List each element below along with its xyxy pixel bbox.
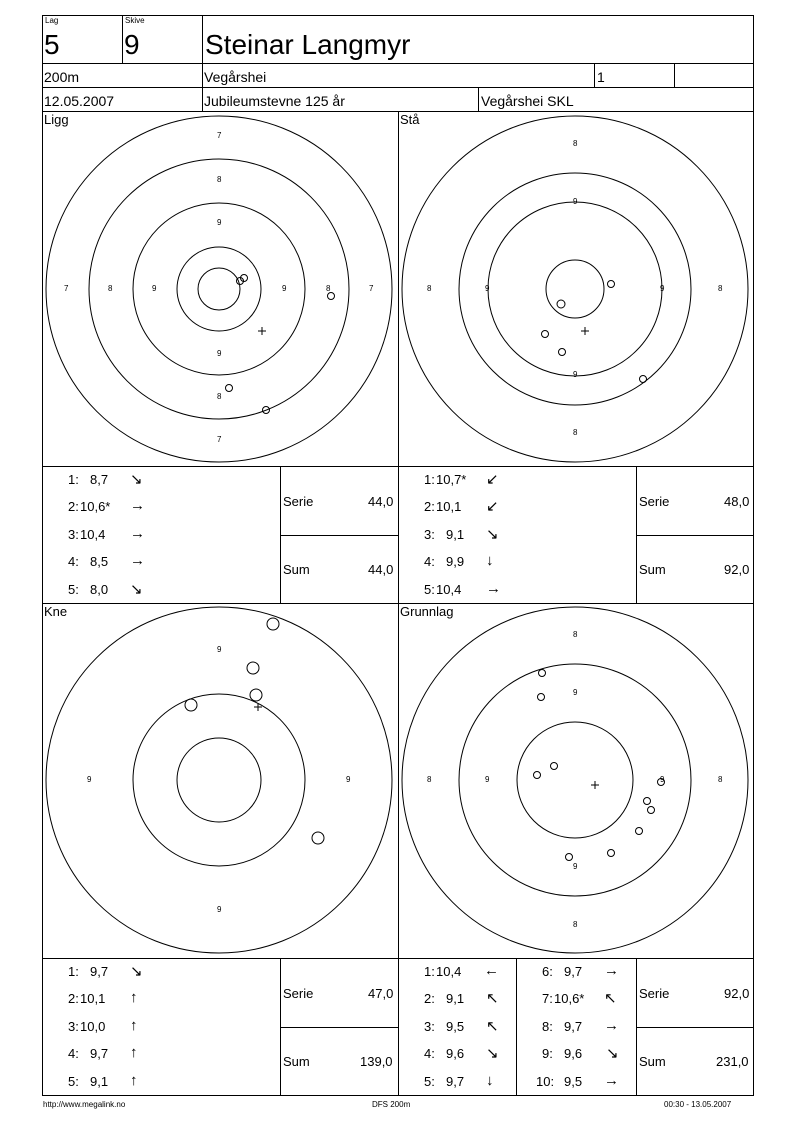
center-mark [581, 327, 589, 335]
shot-number: 1: [68, 964, 79, 979]
ring-label: 8 [573, 139, 578, 148]
shot-number: 2: [424, 499, 435, 514]
shot-mark [648, 807, 655, 814]
ring-label: 8 [326, 284, 331, 293]
date: 12.05.2007 [44, 93, 115, 109]
serie-value: 44,0 [368, 494, 394, 509]
shot-number: 3: [68, 527, 79, 542]
ring-label: 9 [573, 197, 578, 206]
shot-number: 5: [424, 582, 435, 597]
ring-label: 9 [573, 370, 578, 379]
ring-label: 8 [427, 775, 432, 784]
footer-url[interactable]: http://www.megalink.no [43, 1100, 126, 1109]
target-kne [46, 607, 392, 953]
shot-value: 10,4 [80, 527, 106, 542]
ring-label: 7 [217, 435, 222, 444]
ring-label: 8 [573, 920, 578, 929]
ring-label: 8 [573, 630, 578, 639]
direction-arrow-icon: → [130, 497, 145, 514]
serie-label: Serie [639, 494, 670, 509]
footer-timestamp: 00:30 - 13.05.2007 [664, 1100, 732, 1109]
shot-mark [608, 850, 615, 857]
distance: 200m [44, 69, 80, 85]
direction-arrow-icon: → [604, 1017, 619, 1034]
shot-number: 3: [68, 1019, 79, 1034]
ring-label: 8 [108, 284, 113, 293]
direction-arrow-icon: ↑ [130, 989, 138, 1006]
shot-mark [250, 689, 262, 701]
ring-label: 9 [660, 284, 665, 293]
shot-value: 9,7 [564, 964, 583, 979]
shot-number: 6: [542, 964, 553, 979]
direction-arrow-icon: ↘ [606, 1045, 619, 1062]
direction-arrow-icon: ↓ [486, 1072, 494, 1089]
direction-arrow-icon: ↘ [486, 1045, 499, 1062]
shot-number: 10: [536, 1074, 555, 1089]
direction-arrow-icon: → [130, 525, 145, 542]
shot-value: 10,1 [80, 991, 106, 1006]
direction-arrow-icon: ← [484, 962, 499, 979]
position-title: Kne [44, 604, 68, 619]
shot-mark [644, 798, 651, 805]
serie-label: Serie [639, 986, 670, 1001]
center-mark [591, 781, 599, 789]
shot-value: 10,7* [436, 472, 467, 487]
shot-mark [608, 281, 615, 288]
direction-arrow-icon: ↘ [486, 526, 499, 543]
shooter-name: Steinar Langmyr [205, 29, 411, 60]
direction-arrow-icon: → [604, 962, 619, 979]
shot-value: 9,5 [564, 1074, 583, 1089]
shot-mark [185, 699, 197, 711]
shot-number: 3: [424, 527, 435, 542]
direction-arrow-icon: → [604, 1072, 619, 1089]
center-mark [258, 327, 266, 335]
shot-mark [267, 618, 279, 630]
ring-label: 8 [573, 428, 578, 437]
club: Vegårshei [204, 69, 267, 85]
direction-arrow-icon: → [130, 552, 145, 569]
shot-value: 9,6 [446, 1046, 465, 1061]
event: Jubileumstevne 125 år [204, 93, 345, 109]
shot-value: 10,1 [436, 499, 462, 514]
sum-label: Sum [639, 1054, 666, 1069]
direction-arrow-icon: ↑ [130, 1072, 138, 1089]
shot-number: 5: [424, 1074, 435, 1089]
target-grunnlag [402, 607, 748, 953]
shot-value: 9,7 [446, 1074, 465, 1089]
shot-value: 9,7 [90, 1046, 109, 1061]
direction-arrow-icon: → [486, 580, 501, 597]
position-title: Stå [400, 112, 420, 127]
ring-label: 9 [152, 284, 157, 293]
shot-value: 10,6* [554, 991, 585, 1006]
shot-value: 10,6* [80, 499, 111, 514]
direction-arrow-icon: ↘ [130, 581, 143, 598]
shot-number: 4: [424, 1046, 435, 1061]
field-1: 1 [597, 69, 605, 85]
direction-arrow-icon: ↙ [486, 471, 499, 488]
shot-mark [328, 293, 335, 300]
serie-value: 48,0 [724, 494, 750, 509]
shot-value: 9,1 [446, 527, 465, 542]
ring-label: 9 [87, 775, 92, 784]
sum-label: Sum [283, 1054, 310, 1069]
ring-label: 8 [427, 284, 432, 293]
direction-arrow-icon: ↖ [486, 990, 499, 1007]
target-ligg [46, 116, 392, 462]
direction-arrow-icon: ↘ [130, 963, 143, 980]
organizer: Vegårshei SKL [481, 93, 574, 109]
skive-label: Skive [125, 16, 145, 25]
shot-value: 9,9 [446, 554, 465, 569]
shot-number: 5: [68, 582, 79, 597]
shot-value: 8,7 [90, 472, 109, 487]
ring-label: 9 [217, 349, 222, 358]
shot-mark [539, 670, 546, 677]
shot-mark [534, 772, 541, 779]
shot-number: 1: [424, 964, 435, 979]
ring-label: 8 [217, 392, 222, 401]
ring-label: 9 [217, 905, 222, 914]
shot-mark [640, 376, 647, 383]
shot-value: 8,0 [90, 582, 109, 597]
sum-value: 92,0 [724, 562, 750, 577]
shot-number: 4: [68, 1046, 79, 1061]
shot-mark [312, 832, 324, 844]
shot-value: 10,4 [436, 964, 462, 979]
ring-label: 9 [573, 688, 578, 697]
shot-mark [538, 694, 545, 701]
sum-label: Sum [283, 562, 310, 577]
direction-arrow-icon: ↖ [486, 1018, 499, 1035]
shot-value: 9,7 [90, 964, 109, 979]
target-sta [402, 116, 748, 462]
direction-arrow-icon: ↘ [130, 471, 143, 488]
shot-value: 9,5 [446, 1019, 465, 1034]
shot-number: 4: [68, 554, 79, 569]
serie-value: 47,0 [368, 986, 394, 1001]
shot-number: 2: [68, 499, 79, 514]
ring-label: 7 [64, 284, 69, 293]
lag-value: 5 [44, 29, 60, 60]
serie-label: Serie [283, 986, 314, 1001]
shot-mark [226, 385, 233, 392]
serie-value: 92,0 [724, 986, 750, 1001]
ring-label: 7 [369, 284, 374, 293]
lag-label: Lag [45, 16, 59, 25]
shot-value: 9,7 [564, 1019, 583, 1034]
serie-label: Serie [283, 494, 314, 509]
direction-arrow-icon: ↑ [130, 1044, 138, 1061]
ring-label: 8 [718, 284, 723, 293]
shot-mark [551, 763, 558, 770]
shot-mark [566, 854, 573, 861]
footer-program: DFS 200m [372, 1100, 411, 1109]
sum-value: 231,0 [716, 1054, 749, 1069]
shot-number: 5: [68, 1074, 79, 1089]
direction-arrow-icon: ↖ [604, 990, 617, 1007]
skive-value: 9 [124, 29, 140, 60]
shot-mark [542, 331, 549, 338]
sum-value: 139,0 [360, 1054, 393, 1069]
ring-label: 9 [660, 775, 665, 784]
ring-label: 9 [282, 284, 287, 293]
shot-value: 10,0 [80, 1019, 106, 1034]
ring-label: 9 [485, 284, 490, 293]
position-title: Ligg [44, 112, 69, 127]
shot-number: 4: [424, 554, 435, 569]
ring-label: 8 [718, 775, 723, 784]
shot-value: 10,4 [436, 582, 462, 597]
direction-arrow-icon: ↓ [486, 552, 494, 569]
shot-value: 8,5 [90, 554, 109, 569]
shot-mark [559, 349, 566, 356]
shot-value: 9,6 [564, 1046, 583, 1061]
ring-label: 7 [217, 131, 222, 140]
shot-value: 9,1 [90, 1074, 109, 1089]
ring-label: 9 [346, 775, 351, 784]
shot-number: 7: [542, 991, 553, 1006]
shot-value: 9,1 [446, 991, 465, 1006]
shot-number: 2: [68, 991, 79, 1006]
shot-number: 8: [542, 1019, 553, 1034]
shot-number: 9: [542, 1046, 553, 1061]
shot-mark [557, 300, 565, 308]
position-title: Grunnlag [400, 604, 454, 619]
shot-number: 1: [424, 472, 435, 487]
shot-mark [636, 828, 643, 835]
direction-arrow-icon: ↙ [486, 498, 499, 515]
shot-number: 1: [68, 472, 79, 487]
sum-label: Sum [639, 562, 666, 577]
shot-number: 3: [424, 1019, 435, 1034]
ring-label: 9 [485, 775, 490, 784]
ring-label: 8 [217, 175, 222, 184]
direction-arrow-icon: ↑ [130, 1017, 138, 1034]
center-mark [254, 703, 262, 711]
ring-label: 9 [573, 862, 578, 871]
shot-number: 2: [424, 991, 435, 1006]
ring-label: 9 [217, 645, 222, 654]
sum-value: 44,0 [368, 562, 394, 577]
shot-mark [247, 662, 259, 674]
ring-label: 9 [217, 218, 222, 227]
